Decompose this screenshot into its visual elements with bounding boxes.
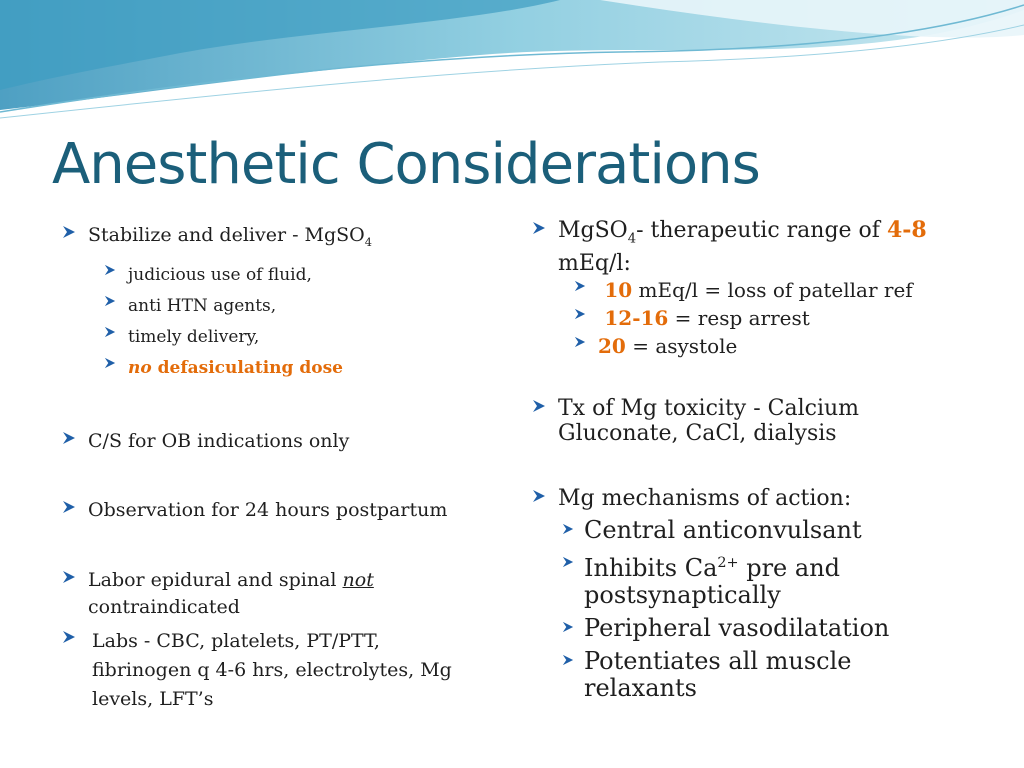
bullet-observation: Observation for 24 hours postpartum: [62, 497, 512, 524]
arrow-bullet-icon: [104, 264, 116, 276]
arrow-bullet-icon: [574, 308, 586, 320]
bullet-stabilize: Stabilize and deliver - MgSO$_4$: [62, 222, 512, 256]
sub-item-10: 10 mEq/l = loss of patellar ref: [574, 276, 1002, 304]
slide-title: Anesthetic Considerations: [52, 132, 760, 197]
arrow-bullet-icon: [532, 399, 546, 413]
arrow-bullet-icon: [104, 357, 116, 369]
bullet-cs: C/S for OB indications only: [62, 428, 512, 455]
sub-item-fluid: judicious use of fluid,: [104, 260, 512, 291]
sub-item-htn: anti HTN agents,: [104, 291, 512, 322]
arrow-bullet-icon: [532, 489, 546, 503]
sub-item-central: Central anticonvulsant: [562, 517, 1002, 544]
sub-item-20: 20 = asystole: [574, 332, 1002, 360]
arrow-bullet-icon: [62, 500, 76, 514]
arrow-bullet-icon: [62, 630, 76, 644]
bullet-tx-toxicity: Tx of Mg toxicity - Calcium Gluconate, CaCl, dialysis: [532, 396, 1002, 446]
arrow-bullet-icon: [562, 654, 574, 666]
header-wave-decoration: [0, 0, 1024, 130]
arrow-bullet-icon: [562, 523, 574, 535]
arrow-bullet-icon: [104, 295, 116, 307]
arrow-bullet-icon: [562, 621, 574, 633]
sub-item-peripheral: Peripheral vasodilatation: [562, 615, 1002, 642]
bullet-mechanisms: Mg mechanisms of action:: [532, 486, 1002, 511]
bullet-mgso4-range: MgSO$_4$- therapeutic range of 4-8 mEq/l:: [532, 218, 1002, 276]
sub-item-delivery: timely delivery,: [104, 322, 512, 353]
left-column: [62, 222, 512, 714]
bullet-labs: Labs - CBC, platelets, PT/PTT, fibrinogen q 4-6 hrs, electrolytes, Mg levels, LFT’s: [62, 627, 512, 714]
right-column: [532, 218, 1002, 702]
arrow-bullet-icon: [62, 570, 76, 584]
arrow-bullet-icon: [574, 280, 586, 292]
arrow-bullet-icon: [62, 431, 76, 445]
sub-item-inhibits: Inhibits $Ca^{2+}$ pre and postsynaptically: [562, 550, 1002, 609]
sub-item-potentiates: Potentiates all muscle relaxants: [562, 648, 1002, 702]
arrow-bullet-icon: [562, 556, 574, 568]
arrow-bullet-icon: [532, 221, 546, 235]
arrow-bullet-icon: [62, 225, 76, 239]
arrow-bullet-icon: [104, 326, 116, 338]
sub-item-12-16: 12-16 = resp arrest: [574, 304, 1002, 332]
arrow-bullet-icon: [574, 336, 586, 348]
bullet-labor-epidural: Labor epidural and spinal not contraindicated: [62, 567, 512, 621]
sub-item-defasciculating: no defasiculating dose: [104, 353, 512, 384]
